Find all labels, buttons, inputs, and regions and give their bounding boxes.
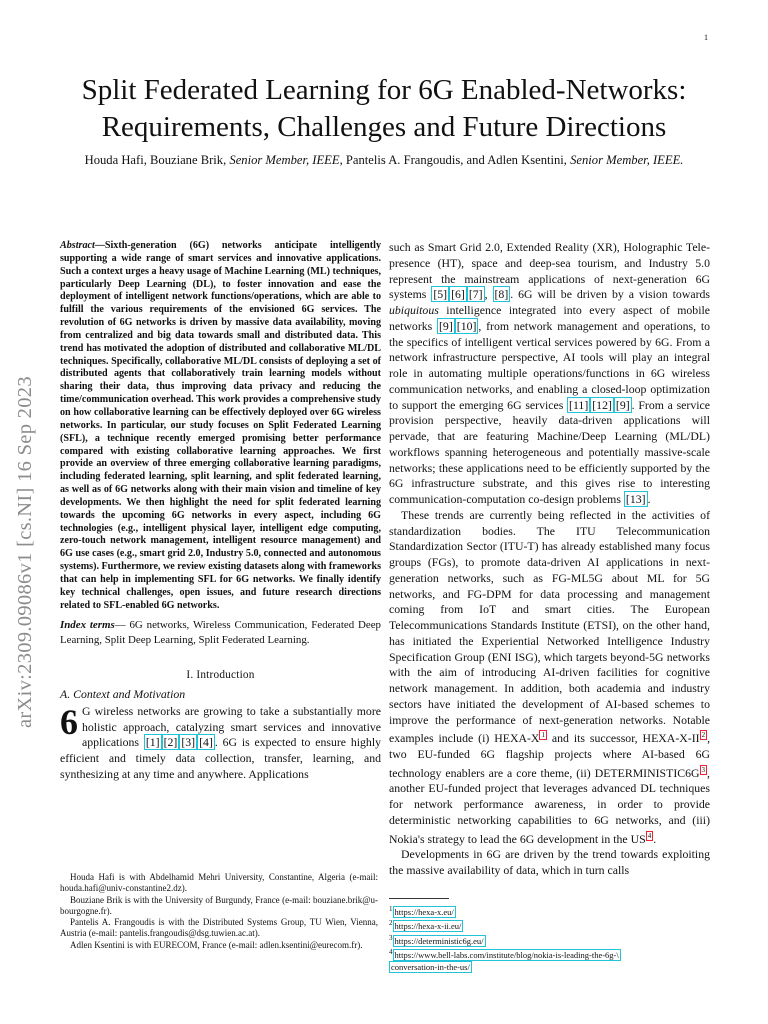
author-role-2: Senior Member, IEEE.	[570, 153, 684, 167]
text-run: such as Smart Grid 2.0, Extended Reality (XR), Holographic Tele-presence (HT), space and deep-sea tourism, and Industry 5.0 represent the mainstream applications of next-generation 6G systems	[389, 240, 710, 302]
footnote-url-1	[389, 904, 719, 918]
citation-link[interactable]: [10]	[456, 318, 477, 333]
text-run: . 6G will be driven by a vision towards	[510, 287, 710, 302]
footnote-link[interactable]: 2	[701, 731, 706, 740]
author-names-2: , Pantelis A. Frangoudis, and Adlen Ksentini,	[339, 153, 571, 167]
footnote-link-url[interactable]: https://www.bell-labs.com/institute/blog/nokia-is-leading-the-6g-\	[394, 950, 619, 961]
abstract-label: Abstract	[60, 240, 95, 251]
url-footnotes	[389, 904, 719, 973]
text-run: , another EU-funded project that leverages advanced DL techniques for network performance awareness, in order to provide deterministic networking capabilities to 6G networks, and (iii) Nokia's strategy to lead the 6G development in the US	[389, 765, 710, 846]
citation-link[interactable]: [1]	[145, 735, 160, 750]
body-paragraph-3: Developments in 6G are driven by the trend towards exploiting the massive availability of data, which in turn calls	[389, 847, 710, 878]
arxiv-stamp: arXiv:2309.09086v1 [cs.NI] 16 Sep 2023	[14, 376, 36, 728]
citation-link[interactable]: [9]	[439, 318, 453, 333]
footnote-number: 4	[389, 948, 393, 957]
author-footnotes	[60, 872, 378, 951]
text-run: . From a service provision perspective, heavily data-driven applications will pervade, that are featuring Machine/Deep Learning (ML/DL) workflows spanning heterogeneous and potentially massive-scale networks; these applications need to be efficiently supported by the 6G infrastructure substrate, and this gives rise to interesting communication-computation co-design problems	[389, 397, 710, 506]
paper-title	[40, 72, 728, 146]
citation-link[interactable]: [11]	[569, 397, 589, 412]
citation-link[interactable]: [12]	[592, 397, 612, 412]
text-run: These trends are currently being reflected in the activities of standardization bodies. The ITU Telecommunication Standardization Sector (ITU-T) has already established many focus groups (FGs), to promote data-driven AI applications in next-generation networks, such as FG-ML5G about ML for 5G networks, and FG-DPM for data processing and management coming from IoT and smart cities. The European Telecommunications Standards Institute (ETSI), on the other hand, has initiated the Experiential Networked Intelligence Industry Specification Group (ENI ISG), which targets beyond-5G networks with the aim of introducing AI-driven facilities for cognitive network management. In addition, both academia and industry sectors have initiated the development of AI-based schemes to improve the performance of next-generation networks. Notable examples include (i) HEXA-X	[389, 507, 710, 746]
citation-link[interactable]: [3]	[181, 735, 196, 750]
subsection-heading: A. Context and Motivation	[60, 686, 186, 701]
footnote-author-3: Pantelis A. Frangoudis is with the Distributed Systems Group, TU Wien, Vienna, Austria (e-mail: pantelis.frangoudis@dsg.tuwien.ac.at).	[60, 917, 378, 939]
footnote-link[interactable]: 1	[541, 731, 545, 740]
abstract	[60, 240, 381, 612]
right-column	[389, 240, 710, 879]
footnote-author-1: Houda Hafi is with Abdelhamid Mehri University, Constantine, Algeria (e-mail: houda.hafi@univ-constantine2.dz).	[60, 872, 378, 894]
footnote-link[interactable]: 3	[701, 765, 706, 774]
text-run: .	[647, 492, 651, 506]
footnote-link-url[interactable]: https://hexa-x.eu/	[394, 906, 454, 917]
footnote-url-2	[389, 918, 719, 932]
footnote-author-4: Adlen Ksentini is with EURECOM, France (e-mail: adlen.ksentini@eurecom.fr).	[70, 939, 363, 950]
page-number: 1	[704, 33, 708, 42]
drop-cap: 6	[60, 701, 78, 742]
footnote-link-url[interactable]: https://deterministic6g.eu/	[394, 935, 484, 946]
intro-text-1: G wireless networks are growing to take a substantially more holistic approach, catalyzing smart services and innovative applications	[82, 703, 381, 750]
index-terms-label: Index terms	[60, 619, 115, 632]
footnote-link[interactable]: 4	[647, 831, 652, 840]
text-run: intelligence integrated into every aspect of mobile networks	[389, 303, 710, 333]
intro-paragraph	[60, 701, 381, 783]
citation-link[interactable]: [4]	[199, 735, 213, 750]
footnote-url-3	[389, 933, 719, 947]
section-heading: I. Introduction	[186, 668, 255, 681]
abstract-text: —Sixth-generation (6G) networks anticipate intelligently supporting a wide range of smart services and innovative applications. Such a context urges a heavy usage of Machine Learning (ML) techniques, particularly Deep Learning (DL), to foster innovation and ease the deployment of intelligent network functions/operations, which are able to fulfill the various requirements of the envisioned 6G services. The revolution of 6G networks is driven by massive data availability, moving from centralized and big data towards small and distributed data. This trend has motivated the adoption of distributed and collaborative ML/DL techniques. Specifically, collaborative ML/DL consists of deploying a set of distributed agents that collaboratively train learning models without sharing their data, thus improving data privacy and reducing the time/communication overhead. This work provides a comprehensive study on how collaborative learning can be effectively deployed over 6G wireless networks. In particular, our study focuses on Split Federated Learning (SFL), a technique recently emerged promising better performance compared with existing collaborative learning approaches. We first provide an overview of three emerging collaborative learning paradigms, including federated learning, split learning, and split federated learning, as well as of 6G networks along with their main vision and timeline of key developments. We then highlight the need for split federated learning towards the upcoming 6G networks in every aspect, including 6G technologies (e.g., intelligent physical layer, intelligent edge computing, zero-touch network management, intelligent resource management) and 6G use cases (e.g., smart grid 2.0, Industry 5.0, connected and autonomous systems). Furthermore, we review existing datasets along with frameworks that can help in implementing SFL for 6G networks. We finally identify key technical challenges, open issues, and future research directions related to SFL-enabled 6G networks.	[60, 240, 381, 611]
text-run: , two EU-funded 6G flagship projects where AI-based 6G technology enablers are a core theme, (ii) DETERMINISTIC6G	[389, 731, 711, 780]
index-terms	[60, 618, 381, 646]
footnote-number: 1	[389, 905, 393, 913]
citation-link[interactable]: [9]	[615, 397, 630, 412]
footnote-rule	[389, 898, 449, 899]
intro-text-2: . 6G is expected to ensure highly efficient and timely data collection, transfer, learning, and synthesizing at any time and anywhere. Applications	[60, 735, 381, 781]
footnote-url-4	[389, 947, 719, 973]
citation-link[interactable]: [13]	[625, 492, 646, 506]
citation-link[interactable]: [7]	[468, 287, 483, 302]
text-run: and its successor, HEXA-X-II	[546, 731, 700, 746]
author-role-1: Senior Member, IEEE	[229, 153, 340, 167]
text-run: ,	[484, 287, 493, 302]
index-terms-text: — 6G networks, Wireless Communication, Federated Deep Learning, Split Deep Learning, Split Federated Learning.	[60, 619, 381, 646]
citation-link[interactable]: [2]	[163, 735, 178, 750]
author-list	[60, 151, 708, 169]
footnote-number: 3	[389, 933, 393, 942]
text-run: .	[653, 831, 657, 846]
title-line-1: Split Federated Learning for 6G Enabled-Networks:	[81, 74, 687, 106]
left-column	[60, 240, 381, 783]
citation-link[interactable]: [8]	[494, 287, 509, 302]
footnote-number: 2	[389, 919, 393, 928]
footnote-link-url-cont[interactable]: conversation-in-the-us/	[391, 961, 470, 972]
body-paragraph-1	[389, 240, 710, 508]
text-run: , from network management and operations, to the specifics of intelligent vertical services powered by 6G. From a network infrastructure perspective, AI tools will play an integral role in automating multiple operations/functions in 6G wireless communication networks, and enabling a closed-loop optimization to support the emerging 6G services	[389, 318, 710, 412]
footnote-link-url[interactable]: https://hexa-x-ii.eu/	[394, 921, 462, 932]
author-names-1: Houda Hafi, Bouziane Brik,	[84, 153, 230, 167]
citation-link[interactable]: [6]	[451, 287, 465, 302]
citation-link[interactable]: [5]	[433, 287, 448, 302]
title-line-2: Requirements, Challenges and Future Directions	[101, 111, 667, 143]
text-run-italic: ubiquitous	[389, 303, 439, 317]
body-paragraph-2	[389, 508, 710, 848]
footnote-author-2: Bouziane Brik is with the University of Burgundy, France (e-mail: bouziane.brik@u-bourgogne.fr).	[60, 894, 378, 916]
